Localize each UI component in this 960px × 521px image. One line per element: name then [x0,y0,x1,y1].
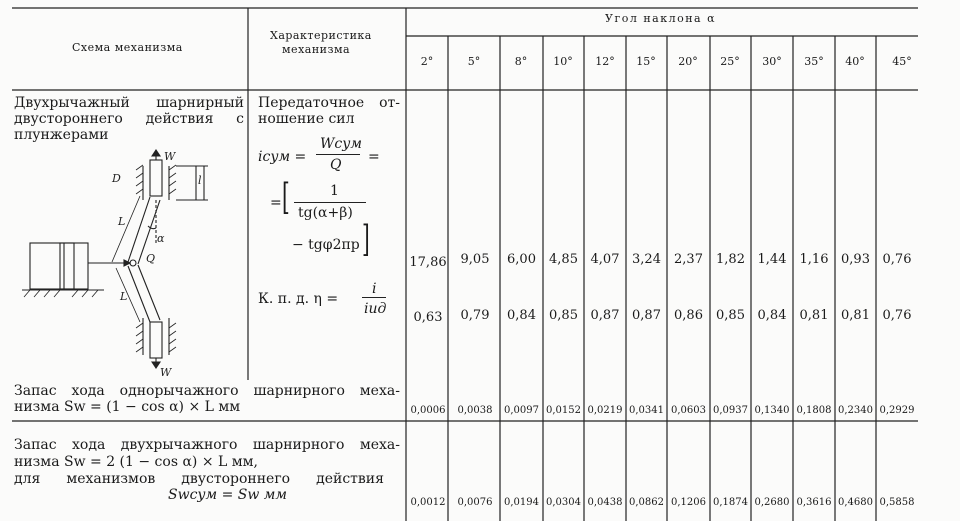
table-cell: 0,86 [674,308,703,323]
table-cell: 0,79 [460,308,490,323]
table-cell: 0,0937 [713,405,748,416]
w-bottom-label: W [160,366,172,379]
angle-cell: 5° [467,55,481,68]
bracket-left: [ [282,177,290,218]
formula-numerator: Wсум [320,136,362,152]
l-lower-label: L [120,290,128,303]
table-cell: 0,87 [632,308,661,323]
table-cell: 0,0097 [504,405,539,416]
table-cell: 0,84 [507,308,536,323]
characteristic-column-header-line1: Характеристика [270,29,372,42]
table-cell: 0,2929 [879,405,915,416]
table-cell: 0,4680 [838,497,873,508]
stroke-double-line1 [14,438,400,452]
table-cell: 0,63 [413,310,443,325]
word: двухрычажного [120,437,238,453]
word: с [236,111,244,127]
angle-cell: 20° [678,55,698,68]
table-cell: 0,0006 [410,405,446,416]
word: действия [145,111,214,127]
word: Передаточное [258,95,365,111]
word: Запас [14,383,57,399]
word: хода [72,437,106,453]
table-cell: 0,0341 [629,405,664,416]
angle-cell: 12° [595,55,615,68]
table-cell: 2,37 [674,252,703,267]
table-cell: 0,2340 [838,405,873,416]
efficiency-bar [362,297,386,298]
characteristic-column-header-line2: механизма [282,43,351,56]
table-cell: 1,44 [757,252,787,267]
table-cell: 0,81 [799,308,829,323]
efficiency-denominator: iид [364,301,387,317]
q-label: Q [146,252,156,265]
word: меха- [359,383,400,399]
angle-cell: 10° [553,55,573,68]
word: меха- [359,437,400,453]
table-cell: 0,76 [882,308,912,323]
word: двустороннего [181,471,291,487]
word: шарнирного [252,437,345,453]
table-cell: 0,0038 [457,405,493,416]
l-top-label: l [198,174,202,187]
table-cell: 0,1874 [713,497,748,508]
table-cell: 0,5858 [879,497,915,508]
table-cell: 17,86 [409,255,447,270]
bracket-right: ] [362,219,370,260]
table-cell: 0,2680 [754,497,790,508]
table-cell: 0,1206 [671,497,706,508]
word: действия [316,471,384,487]
formula-eq2: = [270,195,282,211]
table-cell: 0,0194 [504,497,539,508]
frac-numerator: 1 [330,183,339,199]
word: двустороннего [14,111,123,127]
angle-cell: 15° [636,55,656,68]
table-cell: 0,0012 [410,497,446,508]
table-cell: 0,0219 [587,405,623,416]
word: хода [71,383,105,399]
frac-denominator: tg(α+β) [298,205,353,221]
efficiency-label: К. п. д. η = [258,291,339,307]
word: от- [379,95,400,111]
word: шарнирного [253,383,345,399]
formula-lhs: iсум = [258,149,307,165]
stroke-double-line3 [14,472,384,486]
angle-cell: 25° [720,55,740,68]
word: для [14,471,41,487]
stroke-double-formula: низма Sw = 2 (1 − cos α) × L мм, [14,454,258,470]
word: Двухрычажный [14,95,130,111]
formula-bar [316,154,360,155]
word: механизмов [66,471,156,487]
mechanism-title-line3: плунжерами [14,127,109,143]
table-cell: 0,1340 [754,405,790,416]
table-cell: 3,24 [632,252,661,267]
table-cell: 1,82 [716,252,745,267]
stroke-single-line1 [14,384,400,398]
stroke-double-sum: Swсум = Sw мм [168,487,288,503]
angle-cell: 40° [845,55,865,68]
angle-cell: 8° [514,55,528,68]
table-cell: 0,0438 [587,497,623,508]
d-label: D [112,172,121,185]
table-cell: 0,85 [716,308,745,323]
table-cell: 0,0076 [457,497,493,508]
efficiency-numerator: i [372,281,377,297]
word: шарнирный [156,95,244,111]
scheme-column-header: Схема механизма [72,41,183,54]
char-line1 [258,96,400,110]
table-cell: 4,07 [590,252,620,267]
table-cell: 6,00 [507,252,536,267]
stroke-single-formula: низма Sw = (1 − cos α) × L мм [14,399,241,415]
word: однорычажного [119,383,239,399]
table-cell: 0,85 [549,308,578,323]
formula-denominator: Q [330,157,342,173]
table-cell: 0,76 [882,252,912,267]
table-cell: 0,93 [841,252,870,267]
table-cell: 0,1808 [796,405,832,416]
char-line2: ношение сил [258,111,355,127]
table-cell: 0,0304 [546,497,581,508]
w-top-label: W [164,150,176,163]
table-cell: 0,0862 [629,497,664,508]
table-cell: 0,87 [590,308,620,323]
angle-cell: 2° [420,55,434,68]
table-cell: 1,16 [799,252,829,267]
formula-tail: − tgφ2пр [292,237,360,253]
formula-eq-end: = [368,149,380,165]
angle-header: Угол наклона α [605,12,717,25]
alpha-label: α [157,232,165,245]
word: Запас [14,437,57,453]
table-cell: 4,85 [549,252,578,267]
frac-bar [294,202,366,203]
angle-cell: 30° [762,55,782,68]
l-upper-label: L [118,215,126,228]
angle-cell: 35° [804,55,824,68]
table-cell: 0,81 [841,308,870,323]
angle-cell: 45° [892,55,912,68]
table-cell: 0,84 [757,308,787,323]
table-cell: 0,0603 [671,405,706,416]
table-cell: 9,05 [460,252,490,267]
table-cell: 0,0152 [546,405,581,416]
table-cell: 0,3616 [796,497,832,508]
